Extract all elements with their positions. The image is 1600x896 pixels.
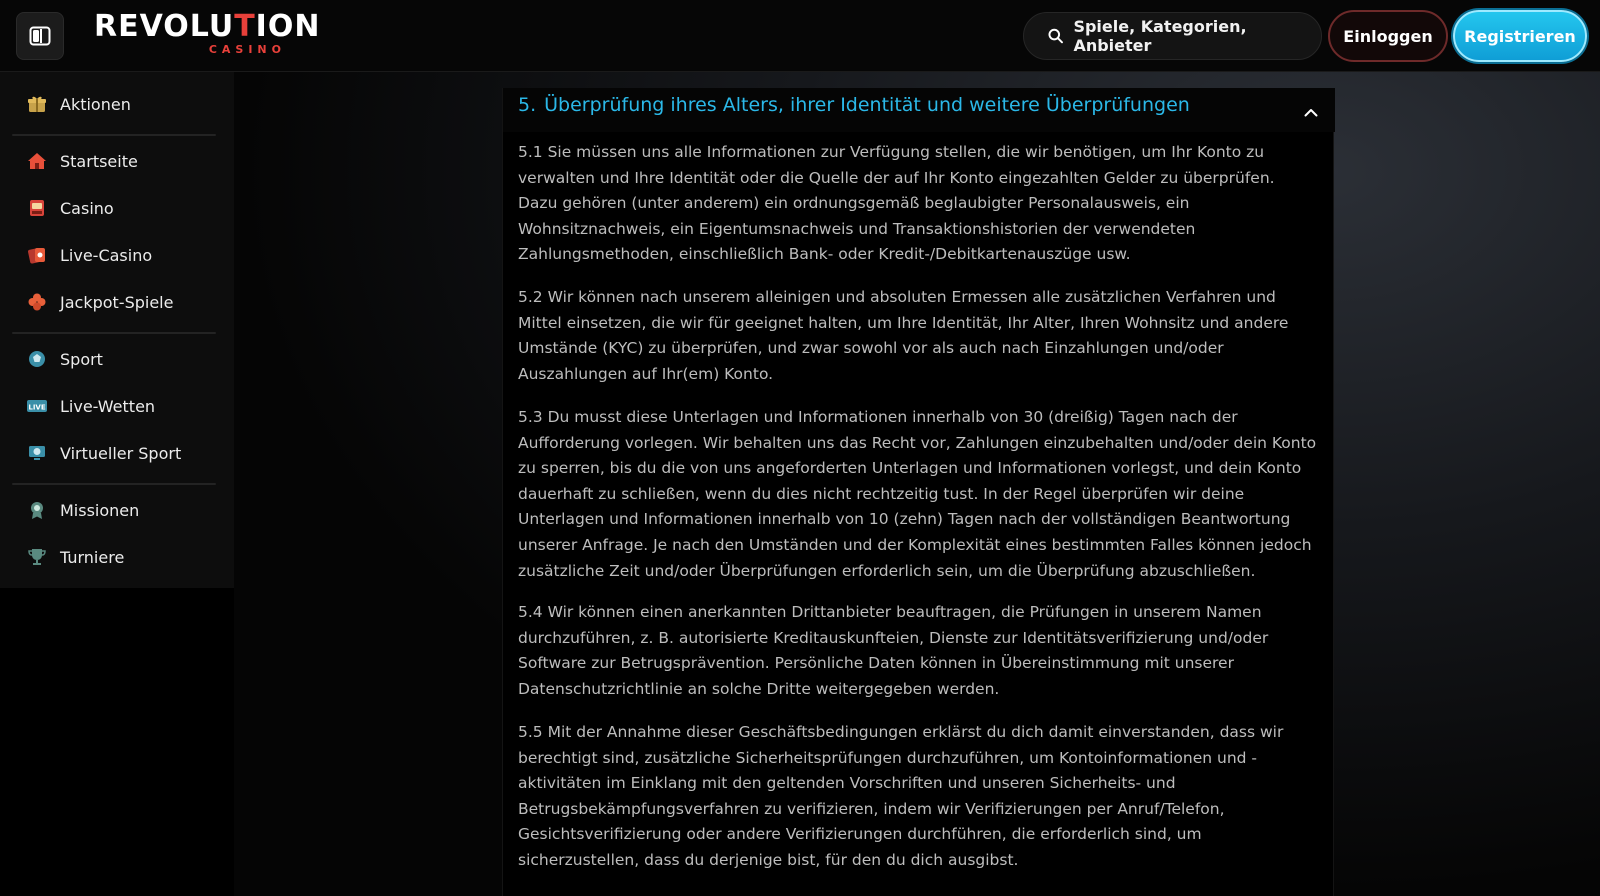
search-input[interactable] (1023, 12, 1322, 60)
main-content (234, 72, 1600, 896)
sidebar-item-sport[interactable] (12, 337, 216, 381)
live-badge-icon (26, 395, 48, 417)
login-button[interactable]: Einloggen (1328, 10, 1448, 62)
sidebar-item-virtueller-sport[interactable] (12, 431, 216, 475)
sidebar-item-missionen[interactable] (12, 488, 216, 532)
sidebar-item-label: Casino (60, 198, 114, 218)
sidebar-item-jackpot-spiele[interactable] (12, 280, 216, 324)
slot-machine-icon (26, 197, 48, 219)
ball-icon (26, 348, 48, 370)
sidebar-divider (12, 483, 216, 485)
sidebar-divider (12, 134, 216, 136)
sidebar-item-label: Live-Casino (60, 245, 153, 265)
sidebar (0, 72, 234, 588)
section-paragraph: 5.1 Sie müssen uns alle Informationen zur Verfügung stellen, die wir benötigen, um Ihr Konto zu verwalten und Ihre Identität oder die Quelle der auf Ihr Konto eingezahlten Gelder zu überprüfen. Dazu gehören (unter anderem) ein ordnungsgemäß beglaubigter Personalausweis, ein Wohnsitznachweis, ein Eigentumsnachweis und Transaktionshistorien der verwendeten Zahlungsmethoden, einschließlich Bank- oder Kredit-/Debitkartenauszüge usw. (518, 143, 1275, 264)
chevron-up-icon[interactable] (1301, 102, 1321, 122)
sidebar-toggle-icon (29, 26, 51, 46)
search-placeholder: Spiele, Kategorien, Anbieter (1073, 17, 1247, 55)
register-button[interactable]: Registrieren (1453, 10, 1587, 62)
sidebar-item-label: Jackpot-Spiele (60, 292, 174, 312)
sidebar-item-label: Virtueller Sport (60, 443, 182, 463)
section-paragraph: 5.5 Mit der Annahme dieser Geschäftsbedingungen erklärst du dich damit einverstanden, dass wir berechtigt sind, zusätzliche Sicherheitsprüfungen durchzuführen, um Kontoinformationen und -aktivitäten im Einklang mit den geltenden Vorschriften und unseren Sicherheits- und Betrugsbekämpfungsverfahren zu verifizieren, indem wir Verifizierungen per Anruf/Telefon, Gesichtsverifizierung oder andere Verifizierungen durchführen, die erforderlich sind, um sicherzustellen, dass du derjenige bist, für den du dich ausgibst. (518, 723, 1284, 869)
top-bar (0, 0, 1600, 72)
sidebar-item-label: Live-Wetten (60, 396, 156, 416)
sidebar-toggle-button[interactable] (16, 12, 64, 60)
gift-icon (26, 93, 48, 115)
cards-icon (26, 244, 48, 266)
home-icon (26, 150, 48, 172)
svg-text:LIVE: LIVE (28, 403, 46, 412)
sidebar-item-startseite[interactable] (12, 139, 216, 183)
sidebar-item-live-casino[interactable] (12, 233, 216, 277)
section-paragraph: 5.2 Wir können nach unserem alleinigen und absoluten Ermessen alle zusätzlichen Verfahren und Mittel einsetzen, die wir für geeignet halten, um Ihre Identität, Ihr Alter, Ihren Wohnsitz und andere Umstände (KYC) zu überprüfen, und zwar sowohl vor als auch nach Einzahlungen und/oder Auszahlungen auf Ihr(em) Konto. (518, 288, 1289, 383)
sidebar-item-live-wetten[interactable] (12, 384, 216, 428)
search-icon (1048, 28, 1063, 44)
section-paragraph: 5.3 Du musst diese Unterlagen und Informationen innerhalb von 30 (dreißig) Tagen nach der Aufforderung vorlegen. Wir behalten uns das Recht vor, Zahlungen einzubehalten und/oder dein Konto zu sperren, bis du die von uns angeforderten Unterlagen und Informationen vorlegst, und dein Konto dauerhaft zu schließen, wenn du dies nicht rechtzeitig tust. In der Regel überprüfen wir deine Unterlagen und Informationen innerhalb von 10 (zehn) Tagen nach der vollständigen Beantwortung unserer Anfrage. Je nach den Umständen und der Komplexität eines bestimmten Falles können jedoch zusätzliche Zeit und/oder Überprüfungen erforderlich sein, um die Überprüfung abzuschließen. (518, 408, 1317, 580)
sidebar-item-label: Startseite (60, 151, 138, 171)
monitor-ball-icon (26, 442, 48, 464)
section-header[interactable] (503, 88, 1335, 132)
sidebar-divider (12, 332, 216, 334)
clover-icon (26, 291, 48, 313)
sidebar-item-label: Aktionen (60, 94, 131, 114)
site-logo[interactable] (94, 9, 321, 58)
logo-wordmark: REVOLUTION (94, 9, 321, 44)
sidebar-item-casino[interactable] (12, 186, 216, 230)
sidebar-item-label: Turniere (60, 547, 125, 567)
sidebar-item-aktionen[interactable] (12, 82, 216, 126)
section-title: 5. Überprüfung ihres Alters, ihrer Identität und weitere Überprüfungen (518, 94, 1190, 116)
badge-icon (26, 499, 48, 521)
logo-subtitle: CASINO (208, 43, 286, 56)
section-paragraph: 5.4 Wir können einen anerkannten Drittanbieter beauftragen, die Prüfungen in unserem Namen durchzuführen, z. B. autorisierte Kreditauskunfteien, Dienste zur Identitätsverifizierung und/oder Software zur Betrugsprävention. Persönliche Daten können in Übereinstimmung mit unserer Datenschutzrichtlinie an solche Dritte weitergegeben werden. (518, 603, 1269, 698)
sidebar-item-label: Sport (60, 349, 103, 369)
sidebar-item-label: Missionen (60, 500, 140, 520)
sidebar-item-turniere[interactable] (12, 535, 216, 579)
terms-section-panel (502, 88, 1334, 896)
trophy-icon (26, 546, 48, 568)
